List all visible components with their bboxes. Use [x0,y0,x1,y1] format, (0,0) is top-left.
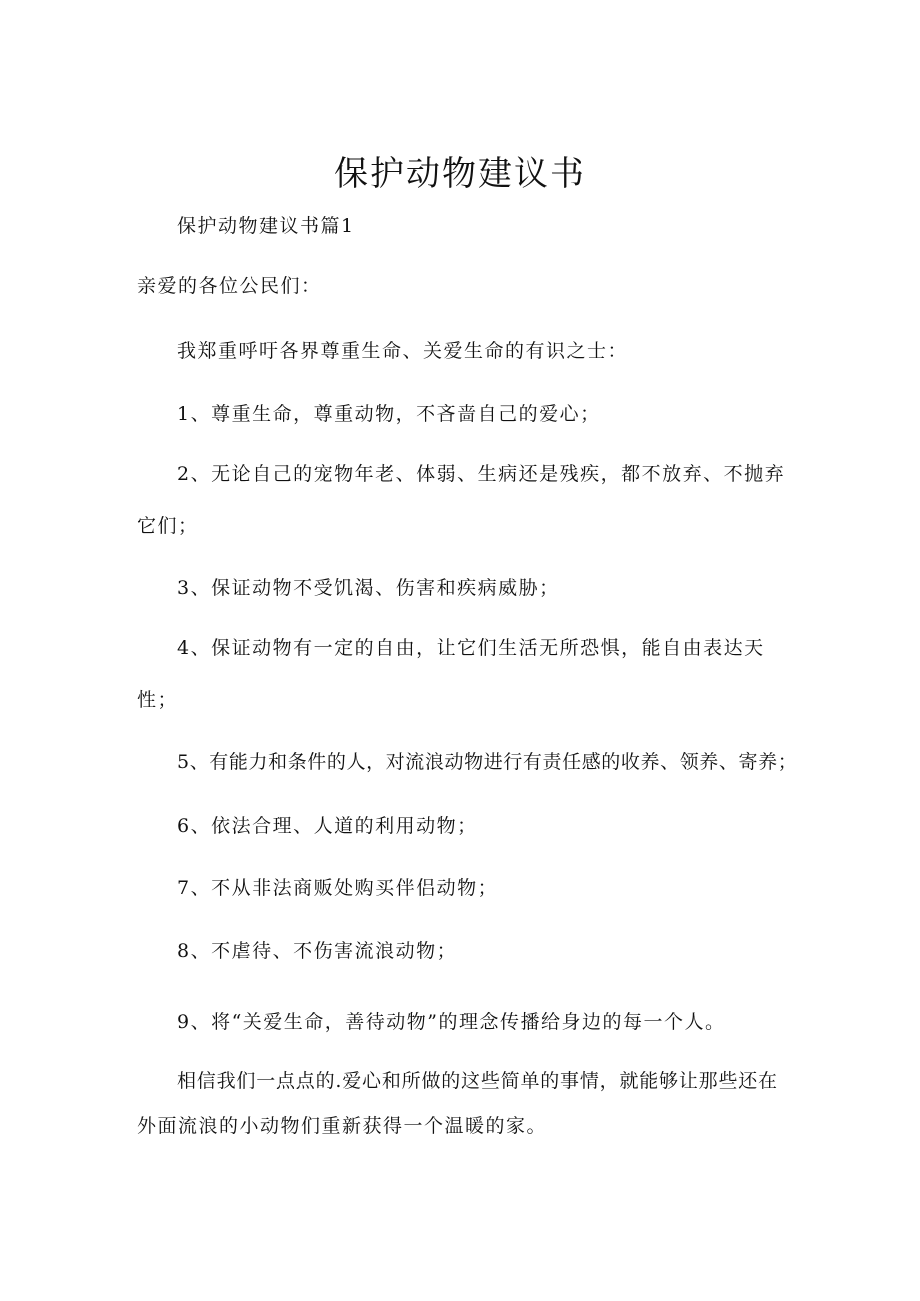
closing-paragraph: 相信我们一点点的.爱心和所做的这些简单的事情，就能够让那些还在 [177,1070,778,1092]
list-item-2-continuation: 它们； [137,515,199,537]
section-heading: 保护动物建议书篇1 [177,215,355,237]
list-item-9: 9、将“关爱生命，善待动物”的理念传播给身边的每一个人。 [177,1011,726,1033]
list-item-5: 5、有能力和条件的人，对流浪动物进行有责任感的收养、领养、寄养； [177,751,798,773]
list-item-2: 2、无论自己的宠物年老、体弱、生病还是残疾，都不放弃、不抛弃 [177,463,786,485]
list-item-3: 3、保证动物不受饥渴、伤害和疾病威胁； [177,577,560,599]
intro-paragraph: 我郑重呼吁各界尊重生命、关爱生命的有识之士： [177,340,629,362]
closing-paragraph-continuation: 外面流浪的小动物们重新获得一个温暖的家。 [137,1115,548,1137]
list-item-1: 1、尊重生命，尊重动物，不吝啬自己的爱心； [177,403,601,425]
list-item-4-continuation: 性； [137,689,179,711]
document-title: 保护动物建议书 [334,154,586,194]
list-item-8: 8、不虐待、不伤害流浪动物； [177,940,458,962]
list-item-7: 7、不从非法商贩处购买伴侣动物； [177,877,499,899]
salutation: 亲爱的各位公民们： [137,275,322,297]
list-item-6: 6、依法合理、人道的利用动物； [177,815,478,837]
list-item-4: 4、保证动物有一定的自由，让它们生活无所恐惧，能自由表达天 [177,637,765,659]
